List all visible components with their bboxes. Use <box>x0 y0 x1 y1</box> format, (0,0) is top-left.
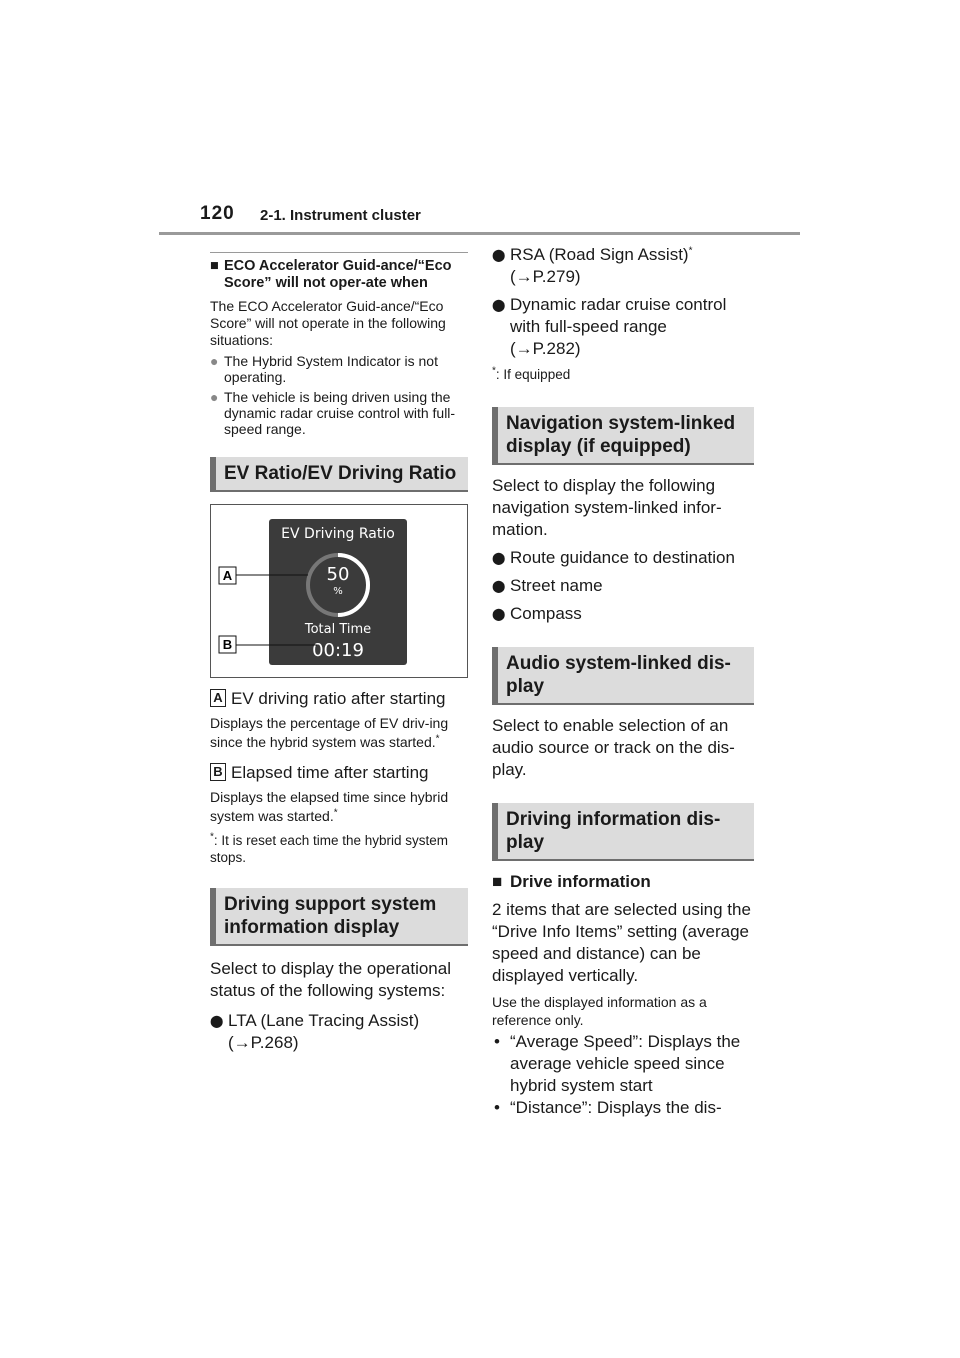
page-reference: (→P.279) <box>510 267 581 286</box>
navigation-item <box>492 603 754 625</box>
disc-bullet-icon: ⬤ <box>210 1014 224 1028</box>
audio-intro: Select to enable selection of an audio source or track on the dis-play. <box>492 716 735 779</box>
item-a-title-text: EV driving ratio after starting <box>231 689 446 708</box>
driving-support-item-text: Dynamic radar cruise control with full-speed range <box>510 295 727 336</box>
disc-bullet-icon: ⬤ <box>492 607 506 621</box>
eco-heading-text: ECO Accelerator Guid-ance/“Eco Score” will not oper-ate when <box>224 258 452 291</box>
drive-info-item-text: “Average Speed”: Displays the average vehicle speed since hybrid system start <box>510 1032 741 1095</box>
eco-bullet-text: The Hybrid System Indicator is not operating. <box>224 353 438 385</box>
item-b-desc <box>210 788 468 826</box>
reset-footnote-text: : It is reset each time the hybrid system stops. <box>210 833 448 865</box>
item-a-title <box>210 688 468 710</box>
drive-info-item <box>492 1097 754 1119</box>
page-reference: (→P.282) <box>510 339 581 358</box>
callout-b-label: B <box>222 637 233 652</box>
disc-bullet-icon: ⬤ <box>492 551 506 565</box>
square-bullet-icon: ■ <box>492 872 503 891</box>
navigation-item-text: Compass <box>510 604 582 623</box>
item-b-desc-text: Displays the elapsed time since hybrid system was started. <box>210 789 449 824</box>
driving-support-item <box>210 1010 468 1054</box>
dot-bullet-icon: • <box>494 1098 500 1117</box>
square-bullet-icon: ■ <box>210 258 219 274</box>
ev-ratio-illustration <box>211 505 467 677</box>
driving-support-item-text: LTA (Lane Tracing Assist) <box>228 1011 420 1030</box>
eco-heading <box>210 258 468 292</box>
asterisk: * <box>435 733 440 745</box>
eco-bullet-text: The vehicle is being driven using the dynamic radar cruise control with full-speed range. <box>224 389 456 437</box>
driving-info-heading: Driving information dis-play <box>492 803 754 861</box>
eco-intro: The ECO Accelerator Guid-ance/“Eco Score” will not operate in the following situations: <box>210 298 446 348</box>
right-column <box>492 244 754 1119</box>
audio-heading: Audio system-linked dis-play <box>492 647 754 705</box>
section-divider <box>210 252 468 253</box>
navigation-item <box>492 547 754 569</box>
ev-ratio-heading: EV Ratio/EV Driving Ratio <box>210 457 468 492</box>
driving-support-heading: Driving support system information display <box>210 888 468 946</box>
dot-bullet-icon: • <box>494 1032 500 1051</box>
driving-support-item-text: RSA (Road Sign Assist) <box>510 245 689 264</box>
page-number: 120 <box>200 203 235 224</box>
navigation-item-text: Route guidance to destination <box>510 548 735 567</box>
time-label: Total Time <box>304 622 372 637</box>
drive-info-subheading <box>492 871 754 893</box>
item-a-desc <box>210 714 468 752</box>
if-equipped-footnote <box>492 366 754 383</box>
reset-footnote <box>210 832 468 866</box>
asterisk: * <box>492 365 496 377</box>
asterisk: * <box>210 831 214 843</box>
callout-a-label: A <box>222 568 233 583</box>
section-title: 2-1. Instrument cluster <box>260 207 421 224</box>
asterisk: * <box>333 807 338 819</box>
driving-support-intro: Select to display the operational status of the following systems: <box>210 959 451 1000</box>
drive-info-subheading-text: Drive information <box>510 872 651 891</box>
item-a-desc-text: Displays the percentage of EV driv-ing since the hybrid system was started. <box>210 715 449 750</box>
eco-bullet <box>210 389 468 437</box>
drive-info-note: Use the displayed information as a reference only. <box>492 994 707 1028</box>
disc-bullet-icon: ⬤ <box>492 298 506 312</box>
callout-a-inline: A <box>210 689 226 707</box>
circle-bullet-icon: ● <box>210 353 219 369</box>
navigation-item-text: Street name <box>510 576 603 595</box>
drive-info-intro: 2 items that are selected using the “Drive Info Items” setting (average speed and distance) can be displayed vertically. <box>492 900 751 985</box>
driving-support-item <box>492 244 754 288</box>
disc-bullet-icon: ⬤ <box>492 579 506 593</box>
item-b-title <box>210 762 468 784</box>
gauge-unit: % <box>333 586 343 597</box>
asterisk: * <box>688 245 693 257</box>
eco-bullet <box>210 353 468 385</box>
page-header <box>200 203 800 235</box>
screen-title: EV Driving Ratio <box>281 526 395 542</box>
navigation-intro: Select to display the following navigation system-linked infor-mation. <box>492 476 722 539</box>
driving-support-item <box>492 294 754 360</box>
navigation-heading: Navigation system-linked display (if equipped) <box>492 407 754 465</box>
drive-info-item-text: “Distance”: Displays the dis- <box>510 1098 722 1117</box>
page-reference: (→P.268) <box>228 1033 299 1052</box>
circle-bullet-icon: ● <box>210 389 219 405</box>
disc-bullet-icon: ⬤ <box>492 248 506 262</box>
item-b-title-text: Elapsed time after starting <box>231 763 429 782</box>
header-rule <box>159 232 800 235</box>
drive-info-item <box>492 1031 754 1097</box>
left-column <box>210 252 468 1054</box>
ev-ratio-figure <box>210 504 468 678</box>
navigation-item <box>492 575 754 597</box>
if-equipped-text: : If equipped <box>495 367 571 382</box>
gauge-value: 50 <box>326 564 350 585</box>
callout-b-inline: B <box>210 763 226 781</box>
time-value: 00:19 <box>312 640 364 661</box>
